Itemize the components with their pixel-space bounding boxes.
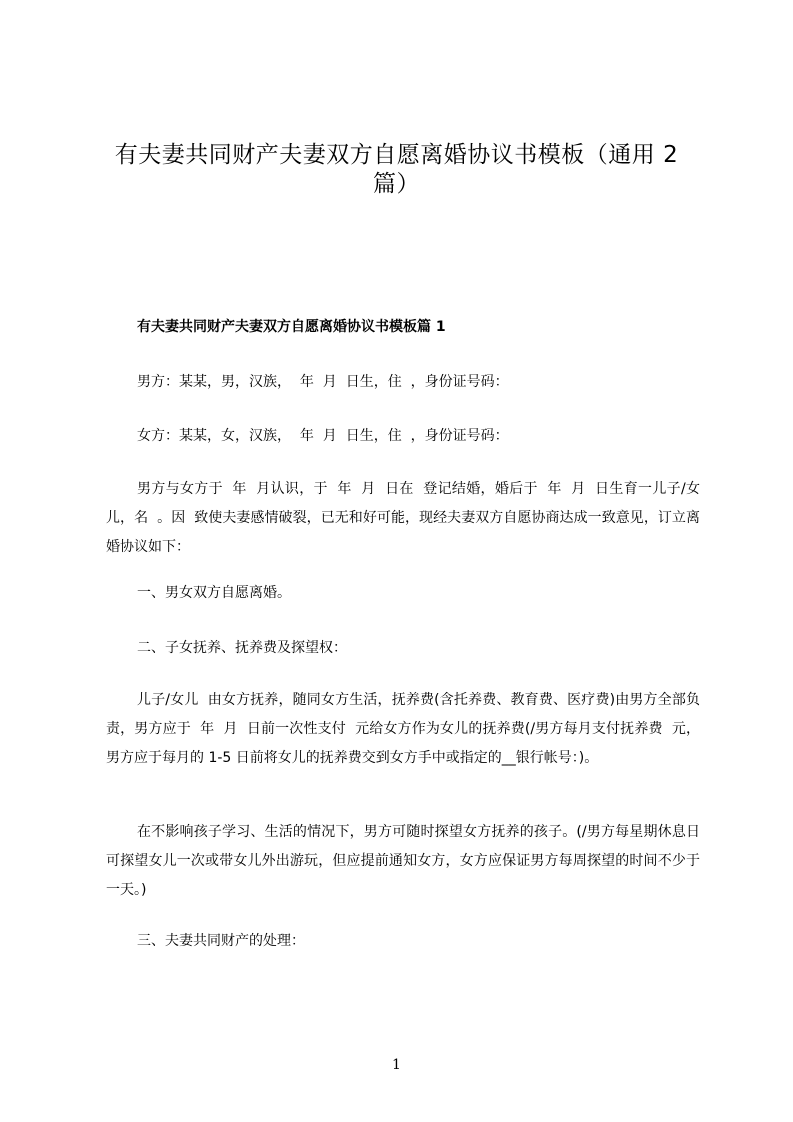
section-heading: 有夫妻共同财产夫妻双方自愿离婚协议书模板篇 1 [137, 319, 446, 335]
clause-3: 三、夫妻共同财产的处理： [137, 933, 305, 949]
custody-paragraph: 儿子/女儿 由女方抚养，随同女方生活，抚养费(含托养费、教育费、医疗费)由男方全部负责，男方应于 年 月 日前一次性支付 元给女方作为女儿的抚养费(/男方每月支付抚养费 元，男方应于每月的 1-5 日前将女儿的抚养费交到女方手中或指定的__银行帐号：)。 [106, 692, 700, 766]
visitation-paragraph: 在不影响孩子学习、生活的情况下，男方可随时探望女方抚养的孩子。(/男方每星期休息日可探望女儿一次或带女儿外出游玩，但应提前通知女方，女方应保证男方每周探望的时间不少于一天。) [106, 824, 700, 898]
clause-1: 一、男女双方自愿离婚。 [137, 585, 291, 601]
intro-paragraph: 男方与女方于 年 月认识，于 年 月 日在 登记结婚，婚后于 年 月 日生育一儿子/女儿，名 。因 致使夫妻感情破裂，已无和好可能，现经夫妻双方自愿协商达成一致意见，订立离婚协议如下： [106, 481, 700, 555]
clause-2: 二、子女抚养、抚养费及探望权： [137, 640, 347, 656]
female-party-line: 女方：某某，女，汉族， 年 月 日生，住 ，身份证号码： [137, 428, 509, 444]
page-number: 1 [392, 1057, 401, 1073]
document-title: 有夫妻共同财产夫妻双方自愿离婚协议书模板（通用 2 篇） [114, 142, 679, 197]
male-party-line: 男方：某某，男，汉族， 年 月 日生，住 ，身份证号码： [137, 374, 509, 390]
